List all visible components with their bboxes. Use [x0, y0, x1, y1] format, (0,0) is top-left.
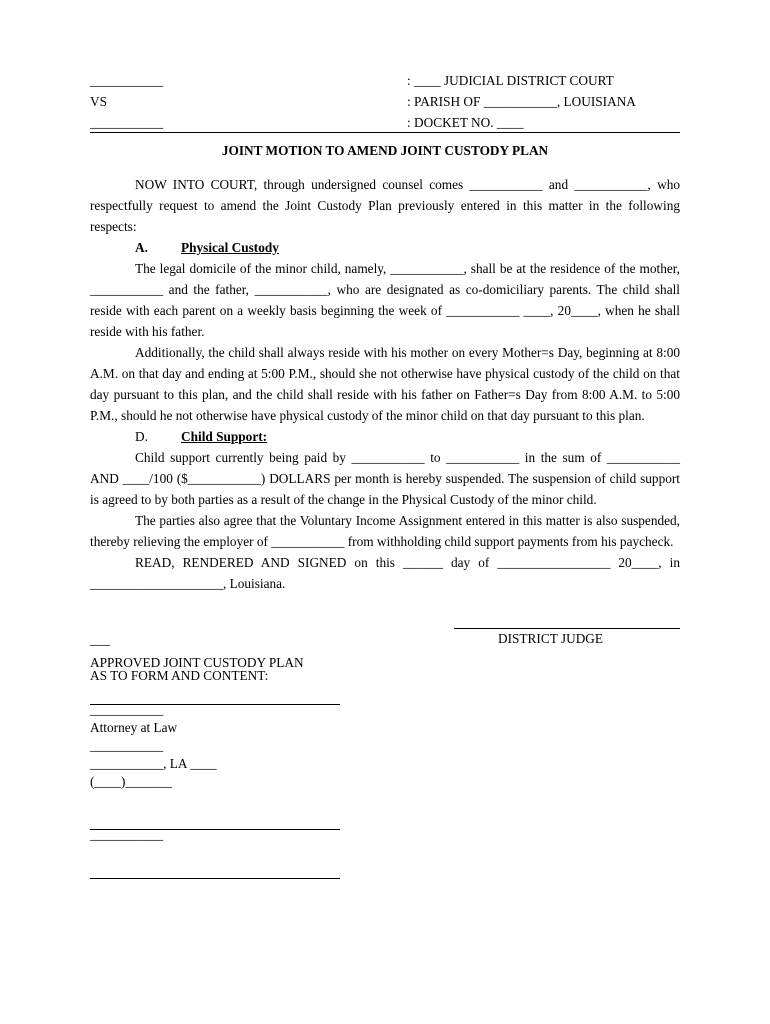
district-judge-label: DISTRICT JUDGE [498, 631, 604, 646]
second-signature-block [90, 829, 680, 844]
signed-paragraph: READ, RENDERED AND SIGNED on this ______ day of _________________ 20____, in ____________________, Louisiana. [90, 555, 680, 591]
section-a-title: Physical Custody [181, 240, 279, 255]
third-signature-block [90, 878, 680, 879]
third-signature-line [90, 878, 340, 879]
case-caption [90, 66, 680, 128]
parish-name: : PARISH OF ___________, LOUISIANA [407, 94, 636, 109]
judge-signature-block [90, 618, 680, 678]
attorney-phone: (____)_______ [90, 774, 172, 789]
intro-paragraph: NOW INTO COURT, through undersigned counsel comes ___________ and ___________, who respectfully request to amend the Joint Custody Plan previously entered in this matter in the following respects: [90, 177, 680, 234]
versus-label: VS [90, 94, 107, 109]
caption-parties [90, 70, 290, 133]
attorney-city: ___________, LA ____ [90, 756, 217, 771]
plaintiff-blank: ___________ [90, 73, 164, 88]
attorney-signature-block [90, 704, 680, 791]
attorney-address-blank: ___________ [90, 738, 164, 753]
approved-line-1: APPROVED JOINT CUSTODY PLAN [90, 655, 304, 670]
physical-custody-paragraph-1: The legal domicile of the minor child, namely, ___________, shall be at the residence of the mother, ___________ and the father, ___________, who are designated as co-domiciliary parents. The child shall reside with each parent on a weekly basis beginning the week of ___________ ____, 20____, when he shall reside with his father. [90, 261, 680, 339]
section-d-heading [90, 426, 680, 447]
judge-signature-line [454, 628, 680, 629]
docket-number: : DOCKET NO. ____ [407, 115, 524, 130]
approved-line-2: AS TO FORM AND CONTENT: [90, 668, 269, 683]
second-name-blank: ___________ [90, 827, 164, 842]
document-page [90, 66, 680, 879]
child-support-paragraph-2: The parties also agree that the Voluntary Income Assignment entered in this matter is also suspended, thereby relieving the employer of ___________ from withholding child support payments from his paycheck. [90, 513, 680, 549]
child-support-paragraph-1: Child support currently being paid by ___________ to ___________ in the sum of ___________ AND ____/100 ($___________) DOLLARS per month is hereby suspended. The suspension of child support is agreed to by both parties as a result of the change in the Physical Custody of the minor child. [90, 450, 680, 507]
attorney-label: Attorney at Law [90, 720, 178, 735]
section-d-title: Child Support: [181, 429, 268, 444]
document-title: JOINT MOTION TO AMEND JOINT CUSTODY PLAN [221, 143, 549, 158]
short-blank-line: ___ [90, 632, 110, 647]
defendant-blank: ___________ [90, 115, 164, 130]
court-name: : ____ JUDICIAL DISTRICT COURT [407, 73, 614, 88]
document-body [90, 174, 680, 594]
section-a-letter: A. [135, 240, 148, 255]
section-a-heading [90, 237, 680, 258]
physical-custody-paragraph-2: Additionally, the child shall always reside with his mother on every Mother=s Day, beginning at 8:00 A.M. on that day and ending at 5:00 P.M., should she not otherwise have physical custody of the child on that day pursuant to this plan, and the child shall reside with his father on Father=s Day from 8:00 A.M. to 5:00 P.M., should he not otherwise have physical custody of the minor child on that day pursuant to this plan. [90, 345, 680, 423]
attorney-name-blank: ___________ [90, 702, 164, 717]
section-d-letter: D. [135, 429, 148, 444]
caption-court [407, 70, 697, 133]
